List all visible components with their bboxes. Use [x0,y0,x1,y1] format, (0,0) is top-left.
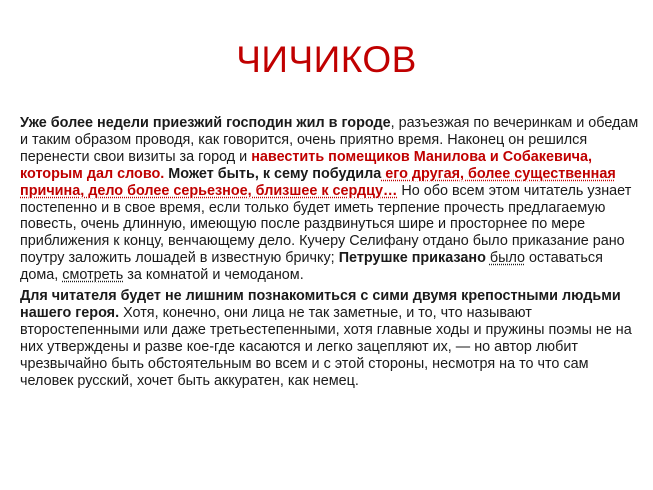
underlined-text: смотреть [62,267,124,284]
highlight-red-text: его другая, более существенная причина, дело более серьезное, близшее к сердцу… [20,165,616,199]
bold-text: Петрушке приказано [338,250,486,267]
slide-title: ЧИЧИКОВ [236,39,417,80]
bold-text: Для читателя будет не лишним познакомиться с сими двумя крепостными людьми нашего героя. [20,288,621,321]
bold-text: Уже более недели приезжий господин жил в городе [20,115,391,131]
plain-text: за комнатой и чемоданом. [123,267,304,284]
plain-text: , разъезжая по вечеринкам и обедам и таким образом проводя, как говорится, очень приятно время. Наконец он решился перенести свои визиты за город и [20,115,639,165]
plain-text: Хотя, конечно, они лица не так заметные, и то, что называют второстепенными или даже третьестепенными, хотя главные ходы и пружины поэмы не на них утверждены и разве кое-где касаются и легко зацепляют их, — но автор любит чрезвычайно быть обстоятельным во всем и с этой стороны, несмотря на то что сам человек русский, хочет быть аккуратен, как немец. [20,304,632,389]
paragraph-1 [20,115,640,284]
highlight-red-text: навестить помещиков Манилова и Собакевича, которым дал слово. [20,148,593,182]
bold-text: Может быть, к сему побудила [164,165,382,182]
plain-text: Но обо всем этом читатель узнает постепенно и в свое время, если только будет иметь терпение прочесть предлагаемую повесть, очень длинную, имеющую после раздвинуться шире и просторнее по мере приближения к концу, венчающему дело. Кучеру Селифану отдано было приказание рано поутру заложить лошадей в известную бричку; [20,182,632,267]
plain-text: оставаться дома, [20,250,603,284]
underlined-text: было [489,250,526,267]
paragraph-2 [20,288,640,389]
slide-body [20,115,640,394]
